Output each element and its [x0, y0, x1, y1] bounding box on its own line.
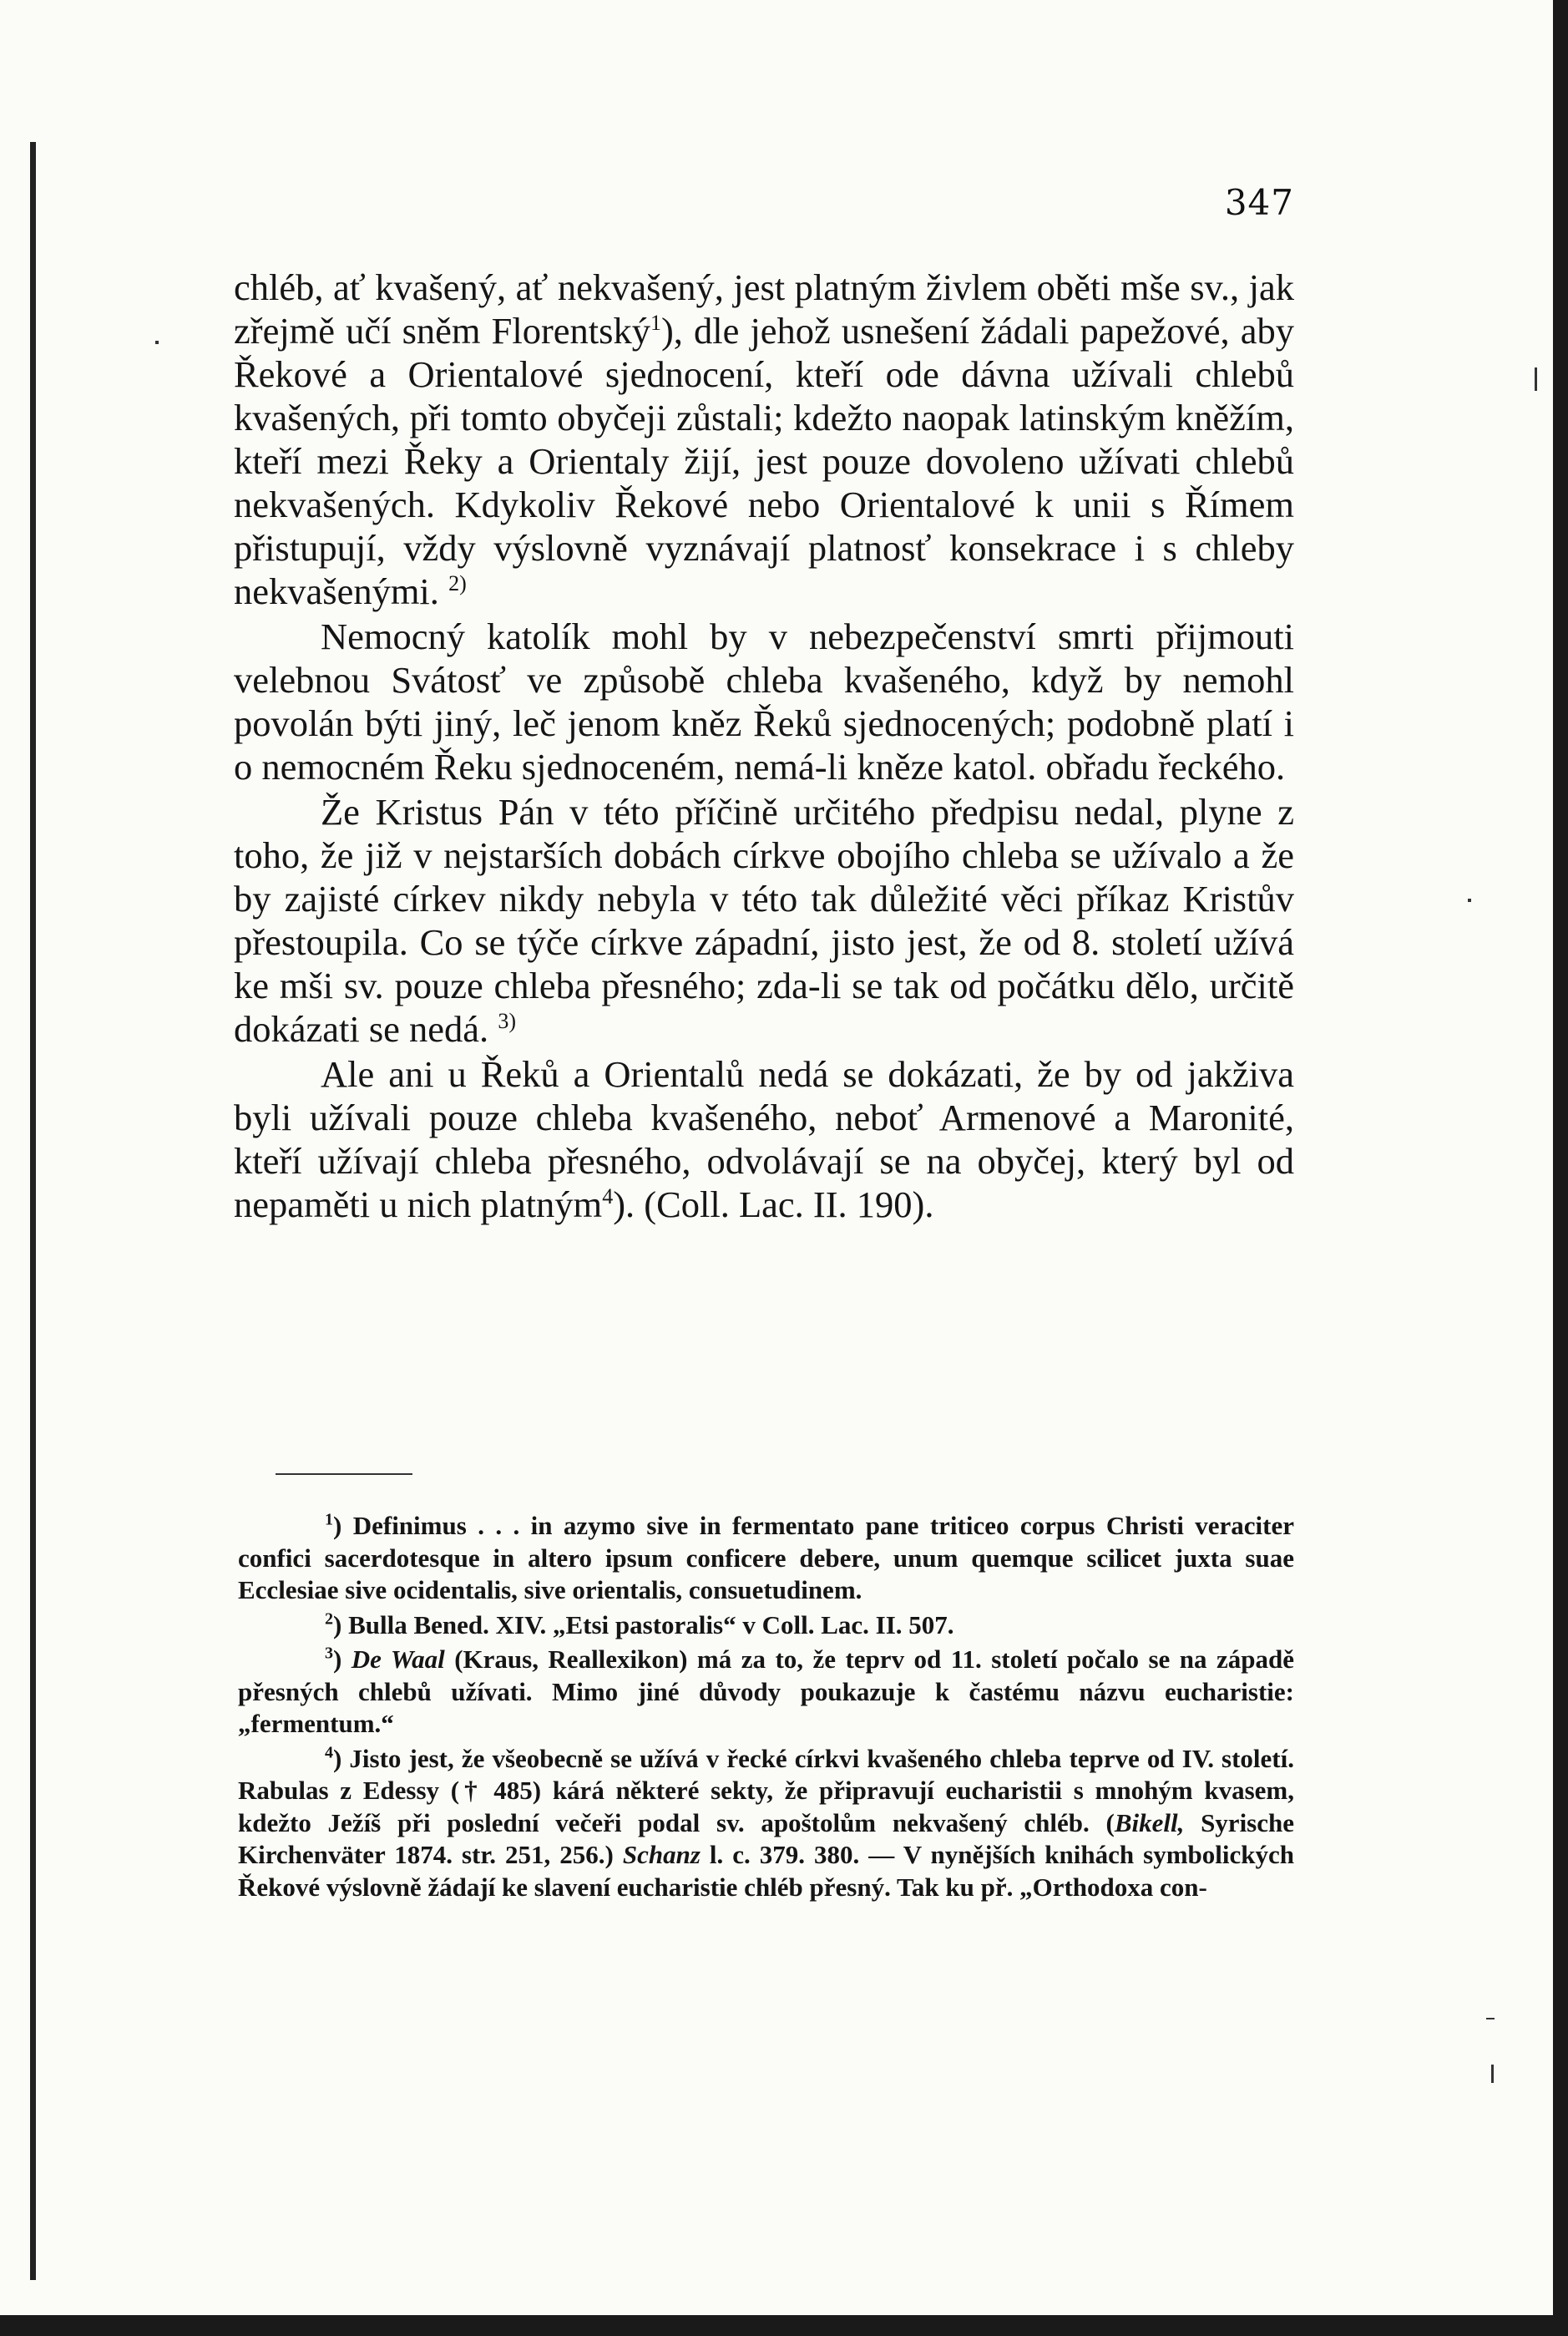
- paragraph-3: Že Kristus Pán v této příčině určitého předpisu nedal, plyne z toho, že již v nejstarších dobách církve obojího chleba se užívalo a že by zajisté církev nikdy nebyla v této tak důležité věci příkaz Kristův přestoupila. Co se týče církve západní, jisto jest, že od 8. století užívá ke mši sv. pouze chleba přesného; zda-li se tak od počátku dělo, určitě dokázati se nedá. $^{3)}$: [234, 791, 1294, 1050]
- footnote-3: $^3$) De Waal (Kraus, Reallexikon) má za to, že teprv od 11. století počalo se na západě přesných chlebů užívati. Mimo jiné důvody poukazuje k častému názvu eucharistie: „fermentum.“: [238, 1644, 1294, 1738]
- scan-speck: [1491, 2065, 1494, 2083]
- footnotes: [238, 1510, 1294, 1906]
- footnote-4-author-b: Schanz: [622, 1840, 701, 1869]
- scan-speck: [1535, 367, 1537, 391]
- footnote-ref-1: 1: [650, 311, 661, 336]
- scan-speck: [1468, 899, 1471, 902]
- footnote-1: $^1$) Definimus . . . in azymo sive in fermentato pane triticeo corpus Christi veraciter confici sacerdotesque in altero ipsum conficere debere, unum quemque scilicet juxta suae Ecclesiae sive ocidentalis, sive orientalis, consuetudinem.: [238, 1510, 1294, 1604]
- footnote-ref-2: 2): [448, 571, 467, 596]
- footnote-3-author: De Waal: [351, 1644, 445, 1674]
- footnote-ref-3: 3): [498, 1009, 516, 1034]
- scan-speck: [1486, 2018, 1495, 2019]
- footnote-2: $^2$) Bulla Bened. XIV. „Etsi pastoralis“ v Coll. Lac. II. 507.: [325, 1609, 954, 1639]
- paragraph-1: chléb, ať kvašený, ať nekvašený, jest platným živlem oběti mše sv., jak zřejmě učí sněm Florentský$^1$), dle jehož usnešení žádali papežové, aby Řekové a Orientalové sjednocení, kteří ode dávna užívali chlebů kvašených, při tomto obyčeji zůstali; kdežto naopak latinským kněžím, kteří mezi Řeky a Orientaly žijí, jest pouze dovoleno užívati chlebů nekvašených. Kdykoliv Řekové nebo Orientalové k unii s Římem přistupují, vždy výslovně vyznávají platnosť konsekrace i s chleby nekvašenými. $^{2)}$: [234, 266, 1294, 612]
- page-number: 347: [1224, 182, 1294, 223]
- footnote-separator: [276, 1473, 412, 1475]
- scan-speck: [155, 341, 159, 344]
- page-binding-edge: [30, 142, 36, 2280]
- footnote-4-author-a: Bikell,: [1114, 1807, 1185, 1837]
- paragraph-4: Ale ani u Řeků a Orientalů nedá se dokázati, že by od jakživa byli užívali pouze chleba kvašeného, neboť Armenové a Maronité, kteří užívají chleba přesného, odvolávají se na obyčej, který byl od nepaměti u nich platným$^4$). (Coll. Lac. II. 190).: [234, 1053, 1294, 1225]
- footnote-ref-4: 4: [602, 1184, 614, 1209]
- paragraph-2: Nemocný katolík mohl by v nebezpečenství smrti přijmouti velebnou Svátosť ve způsobě chleba kvašeného, když by nemohl povolán býti jiný, leč jenom kněz Řeků sjednocených; podobně platí i o nemocném Řeku sjednoceném, nemá-li kněze katol. obřadu řeckého.: [234, 616, 1294, 788]
- footnote-4: $^4$) Jisto jest, že všeobecně se užívá v řecké církvi kvašeného chleba teprve od IV. století. Rabulas z Edessy († 485) kárá některé sekty, že připravují eucharistii s mnohým kvasem, kdežto Ježíš při poslední večeři podal sv. apoštolům nekvašený chléb. (Bikell, Syrische Kirchenväter 1874. str. 251, 256.) Schanz l. c. 379. 380. — V nynějších knihách symbolických Řekové výslovně žádají ke slavení eucharistie chléb přesný. Tak ku př. „Orthodoxa con-: [238, 1743, 1295, 1902]
- body-text: [234, 266, 1294, 1226]
